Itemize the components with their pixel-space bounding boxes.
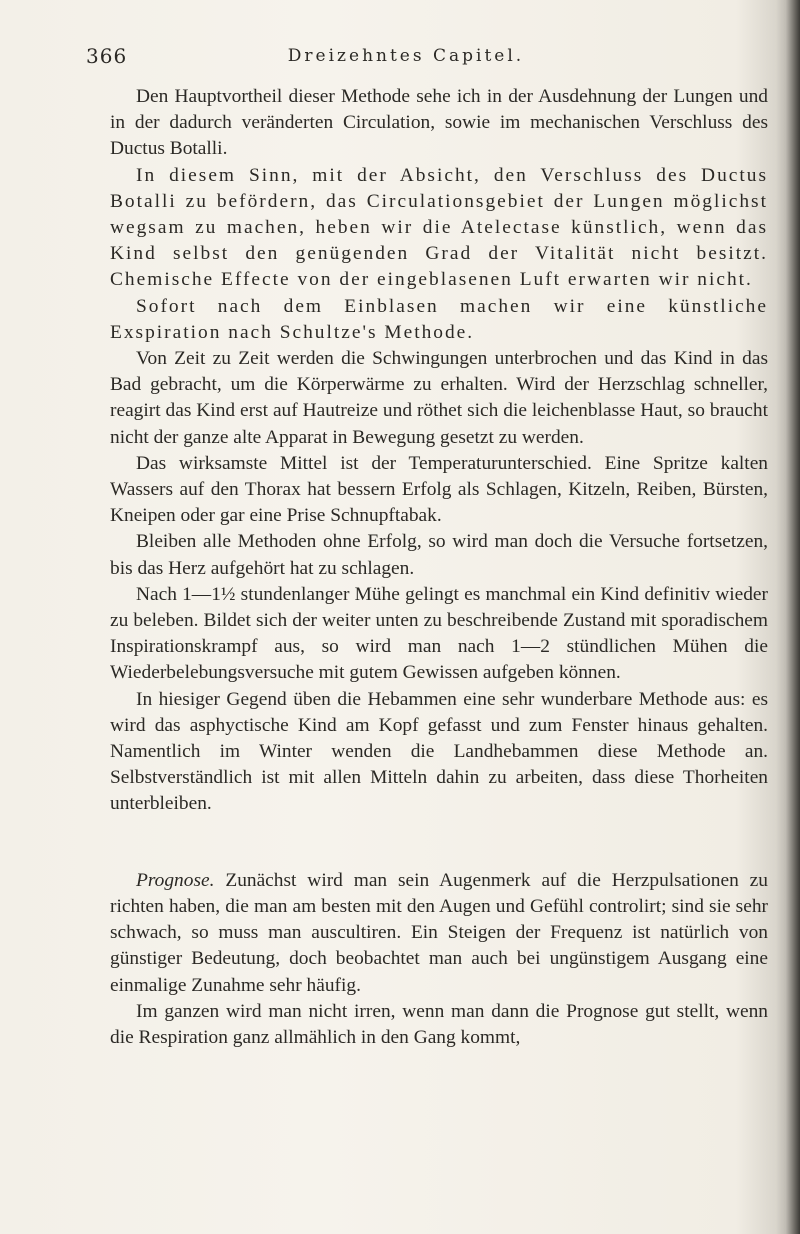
page-header	[86, 44, 726, 74]
prognose-text: Zunächst wird man sein Augenmerk auf die Herzpulsationen zu richten haben, die man am besten mit den Augen und Gefühl controlirt; sind sie sehr schwach, so muss man auscultiren. Ein Steigen der Frequenz ist natürlich von günstiger Bedeutung, doch beobachtet man auch bei ungünstigem Ausgang eine einmalige Zunahme sehr häufig.	[110, 869, 768, 996]
paragraph: Im ganzen wird man nicht irren, wenn man dann die Prognose gut stellt, wenn die Respiration ganz allmählich in den Gang kommt,	[110, 1000, 768, 1048]
page-number: 366	[86, 44, 128, 68]
paragraph: In hiesiger Gegend üben die Hebammen eine sehr wunderbare Methode aus: es wird das asphyctische Kind am Kopf gefasst und zum Fenster hinaus gehalten. Namentlich im Winter wenden die Landhebammen diese Methode an. Selbstverständlich ist mit allen Mitteln dahin zu arbeiten, dass diese Thorheiten unterbleiben.	[110, 688, 768, 815]
paragraph: Das wirksamste Mittel ist der Temperaturunterschied. Eine Spritze kalten Wassers auf den Thorax hat bessern Erfolg als Schlagen, Kitzeln, Reiben, Bürsten, Kneipen oder gar eine Prise Schnupftabak.	[110, 452, 768, 527]
section-gap	[110, 818, 768, 868]
prognose-paragraph	[110, 868, 768, 999]
paragraph: Nach 1—1½ stundenlanger Mühe gelingt es manchmal ein Kind definitiv wieder zu beleben. Bildet sich der weiter unten zu beschreibende Zustand mit sporadischem Inspirationskrampf aus, so wird man nach 1—2 stündlichen Mühen die Wiederbelebungsversuche mit gutem Gewissen aufgeben können.	[110, 583, 768, 684]
paragraph: Bleiben alle Methoden ohne Erfolg, so wird man doch die Versuche fortsetzen, bis das Herz aufgehört hat zu schlagen.	[110, 531, 768, 579]
paragraph: Sofort nach dem Einblasen machen wir eine künstliche Exspiration nach Schultze's Methode.	[110, 295, 768, 343]
paragraph: In diesem Sinn, mit der Absicht, den Verschluss des Ductus Botalli zu befördern, das Circulationsgebiet der Lungen möglichst wegsam zu machen, heben wir die Atelectase künstlich, wenn das Kind selbst den genügenden Grad der Vitalität nicht besitzt. Chemische Effecte von der eingeblasenen Luft erwarten wir nicht.	[110, 164, 768, 291]
paragraph: Von Zeit zu Zeit werden die Schwingungen unterbrochen und das Kind in das Bad gebracht, um die Körperwärme zu erhalten. Wird der Herzschlag schneller, reagirt das Kind erst auf Hautreize und röthet sich die leichenblasse Haut, so braucht nicht der ganze alte Apparat in Bewegung gesetzt zu werden.	[110, 348, 768, 448]
running-title: Dreizehntes Capitel.	[287, 46, 525, 66]
page-edge-shadow	[786, 0, 800, 1234]
prognose-heading: Prognose.	[136, 869, 215, 891]
body-text	[110, 84, 768, 1051]
paragraph: Den Hauptvortheil dieser Methode sehe ich in der Ausdehnung der Lungen und in der dadurch veränderten Circulation, sowie im mechanischen Verschluss des Ductus Botalli.	[110, 86, 768, 160]
